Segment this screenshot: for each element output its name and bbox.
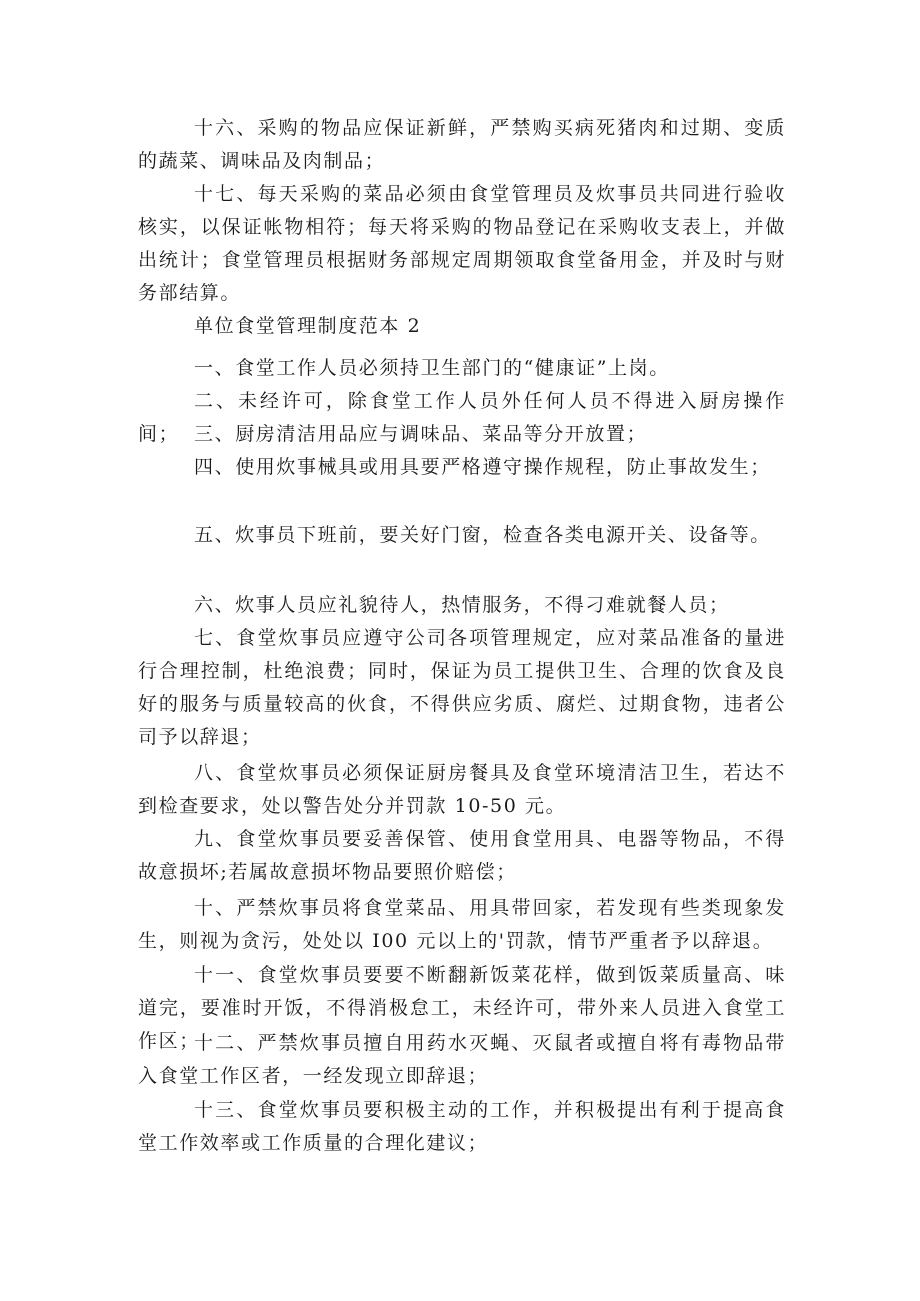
paragraph-rule-8: 八、食堂炊事员必须保证厨房餐具及食堂环境清洁卫生，若达不到检查要求，处以警告处分并罚款 10-50 元。 [138,762,786,817]
section-heading: 单位食堂管理制度范本 2 [194,315,422,337]
paragraph-rule-3: 三、厨房清洁用品应与调味品、菜品等分开放置； [194,423,648,445]
paragraph-rule-1: 一、食堂工作人员必须持卫生部门的“健康证”上岗。 [194,357,670,379]
paragraph-item-16: 十六、采购的物品应保证新鲜，严禁购买病死猪肉和过期、变质的蔬菜、调味品及肉制品； [138,117,786,172]
paragraph-rule-9: 九、食堂炊事员要妥善保管、使用食堂用具、电器等物品，不得故意损坏;若属故意损坏物品要照价赔偿； [138,828,786,883]
paragraph-rule-10: 十、严禁炊事员将食堂菜品、用具带回家，若发现有些类现象发生，则视为贪污，处处以 I00 元以上的'罚款，情节严重者予以辞退。 [138,897,786,952]
paragraph-rule-13: 十三、食堂炊事员要积极主动的工作，并积极提出有利于提高食堂工作效率或工作质量的合理化建议； [138,1099,786,1154]
paragraph-rule-11: 十一、食堂炊事员要要不断翻新饭菜花样，做到饭菜质量高、味道完，要准时开饭，不得消极怠工，未经许可，带外来人员进入食堂工作区； [138,964,786,1052]
paragraph-rule-4: 四、使用炊事械具或用具要严格遵守操作规程，防止事故发生； [194,456,771,478]
paragraph-item-17: 十七、每天采购的菜品必须由食堂管理员及炊事员共同进行验收核实，以保证帐物相符；每天将采购的物品登记在采购收支表上，并做出统计；食堂管理员根据财务部规定周期领取食堂备用金，并及时与财务部结算。 [138,183,786,304]
paragraph-rule-6: 六、炊事人员应礼貌待人，热情服务，不得刁难就餐人员； [194,594,730,616]
paragraph-rule-12: 十二、严禁炊事员擅自用药水灭蝇、灭鼠者或擅自将有毒物品带入食堂工作区者，一经发现立即辞退； [138,1032,786,1087]
paragraph-rule-7: 七、食堂炊事员应遵守公司各项管理规定，应对菜品准备的量进行合理控制，杜绝浪费；同时，保证为员工提供卫生、合理的饮食及良好的服务与质量较高的伙食，不得供应劣质、腐烂、过期食物，违者公司予以辞退； [138,627,786,748]
paragraph-rule-2: 二、未经许可，除食堂工作人员外任何人员不得进入厨房操作间； [138,390,786,445]
paragraph-rule-5: 五、炊事员下班前，要关好门窗，检查各类电源开关、设备等。 [194,524,771,546]
